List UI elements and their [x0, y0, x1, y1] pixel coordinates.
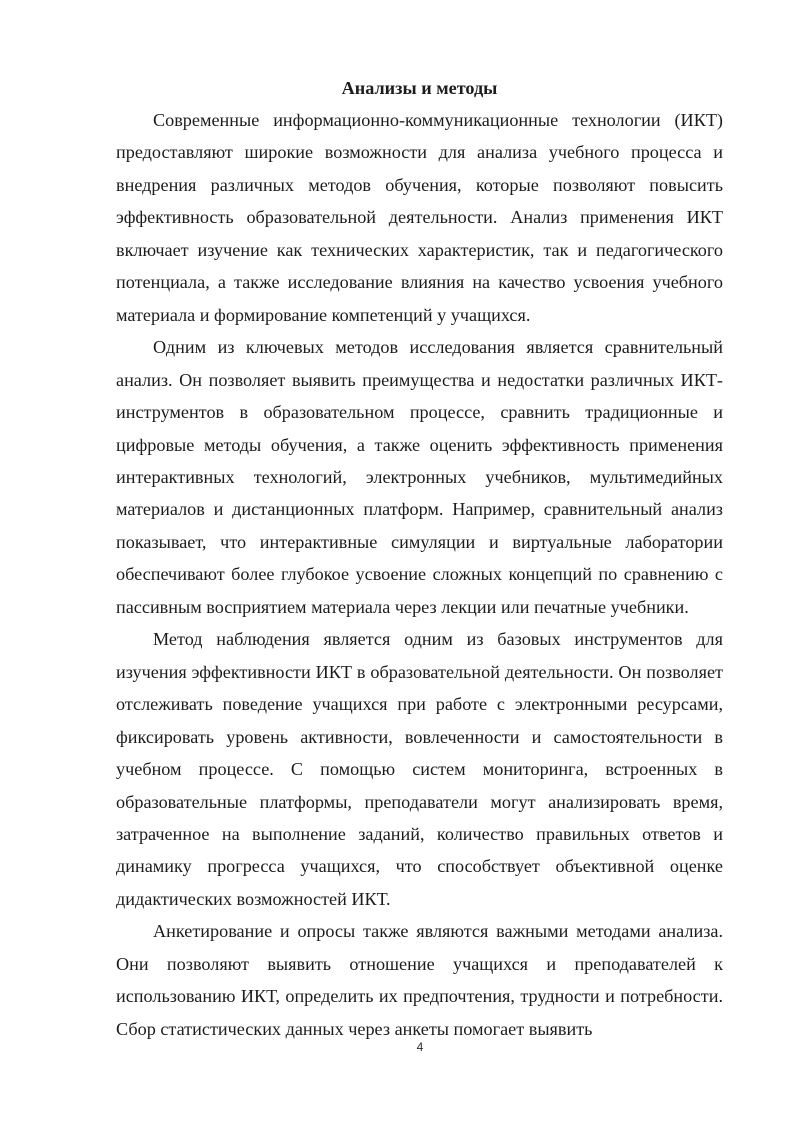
page-number: 4 [416, 1040, 424, 1054]
section-heading: Анализы и методы [341, 78, 498, 98]
paragraph-4: Анкетирование и опросы также являются важными методами анализа. Они позволяют выявить отношение учащихся и преподавателей к использованию ИКТ, определить их предпочтения, трудности и потребности. Сбор статистических данных через анкеты помогает выявить [116, 921, 723, 1039]
document-body [116, 72, 723, 1045]
paragraph-3: Метод наблюдения является одним из базовых инструментов для изучения эффективности ИКТ в образовательной деятельности. Он позволяет отслеживать поведение учащихся при работе с электронными ресурсами, фиксировать уровень активности, вовлеченности и самостоятельности в учебном процессе. С помощью систем мониторинга, встроенных в образовательные платформы, преподаватели могут анализировать время, затраченное на выполнение заданий, количество правильных ответов и динамику прогресса учащихся, что способствует объективной оценке дидактических возможностей ИКТ. [116, 629, 723, 909]
paragraph-1: Современные информационно-коммуникационные технологии (ИКТ) предоставляют широкие возможности для анализа учебного процесса и внедрения различных методов обучения, которые позволяют повысить эффективность образовательной деятельности. Анализ применения ИКТ включает изучение как технических характеристик, так и педагогического потенциала, а также исследование влияния на качество усвоения учебного материала и формирование компетенций у учащихся. [116, 110, 723, 325]
paragraph-2: Одним из ключевых методов исследования является сравнительный анализ. Он позволяет выявить преимущества и недостатки различных ИКТ-инструментов в образовательном процессе, сравнить традиционные и цифровые методы обучения, а также оценить эффективность применения интерактивных технологий, электронных учебников, мультимедийных материалов и дистанционных платформ. Например, сравнительный анализ показывает, что интерактивные симуляции и виртуальные лаборатории обеспечивают более глубокое усвоение сложных концепций по сравнению с пассивным восприятием материала через лекции или печатные учебники. [116, 337, 723, 617]
